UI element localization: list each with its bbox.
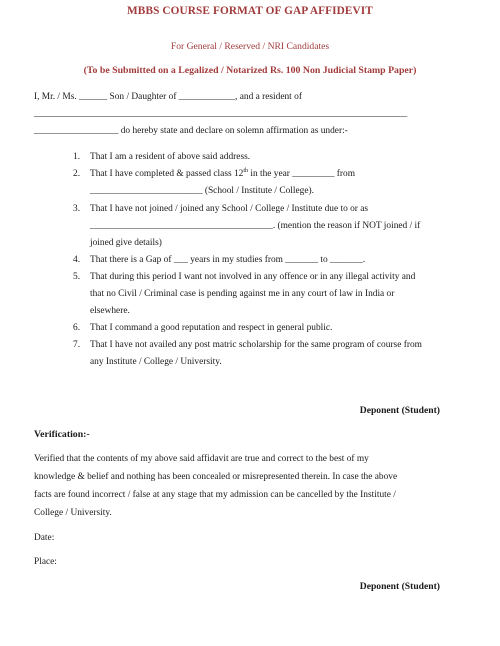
item-number: 4. <box>73 255 81 265</box>
item-text: That during this period I want not involved in any offence or in any illegal activity and <box>90 272 416 282</box>
item-number: 3. <box>73 204 81 214</box>
item-text: That I command a good reputation and respect in general public. <box>90 323 333 333</box>
item-text: joined give details) <box>90 238 162 248</box>
verification-heading: Verification:- <box>34 429 90 440</box>
place-label: Place: <box>34 557 57 567</box>
intro-line-3: __________________ do hereby state and declare on solemn affirmation as under:- <box>34 126 348 136</box>
deponent-signature-label: Deponent (Student) <box>359 405 440 416</box>
intro-line-2: _________________________________________________________________________________________ <box>34 109 407 119</box>
document-title: MBBS COURSE FORMAT OF GAP AFFIDEVIT <box>127 5 373 17</box>
item-number: 5. <box>73 272 81 282</box>
verification-text-line: knowledge & belief and nothing has been concealed or misrepresented therein. In case the above <box>34 472 398 482</box>
deponent-signature-label: Deponent (Student) <box>359 581 440 592</box>
item-text: That I have not joined / joined any School / College / Institute due to or as <box>90 204 369 214</box>
intro-line-1: I, Mr. / Ms. ______ Son / Daughter of ____________, and a resident of <box>34 92 302 102</box>
item-number: 6. <box>73 323 81 333</box>
item-text: That I have not availed any post matric scholarship for the same program of course from <box>90 340 422 350</box>
item-text: ________________________ (School / Institute / College). <box>90 186 314 196</box>
item-number: 7. <box>73 340 81 350</box>
verification-text-line: Verified that the contents of my above said affidavit are true and correct to the best of my <box>34 454 369 464</box>
item-text: that no Civil / Criminal case is pending against me in any court of law in India or <box>90 289 395 299</box>
date-label: Date: <box>34 533 55 543</box>
document-subtitle: For General / Reserved / NRI Candidates <box>170 41 330 52</box>
item-text: _______________________________________. (mention the reason if NOT joined / if <box>90 221 421 231</box>
item-text: elsewhere. <box>90 306 130 316</box>
stamp-paper-note: (To be Submitted on a Legalized / Notarized Rs. 100 Non Judicial Stamp Paper) <box>83 65 417 76</box>
item-text: That I am a resident of above said address. <box>90 152 251 162</box>
item-number: 2. <box>73 169 81 179</box>
item-text: any Institute / College / University. <box>90 357 222 367</box>
item-text: That I have completed & passed class 12th in the year _________ from <box>90 167 356 179</box>
item-text: That there is a Gap of ___ years in my studies from _______ to _______. <box>90 255 366 265</box>
verification-text-line: College / University. <box>34 508 112 518</box>
verification-text-line: facts are found incorrect / false at any stage that my admission can be cancelled by the Institute / <box>34 490 396 500</box>
item-number: 1. <box>73 152 81 162</box>
